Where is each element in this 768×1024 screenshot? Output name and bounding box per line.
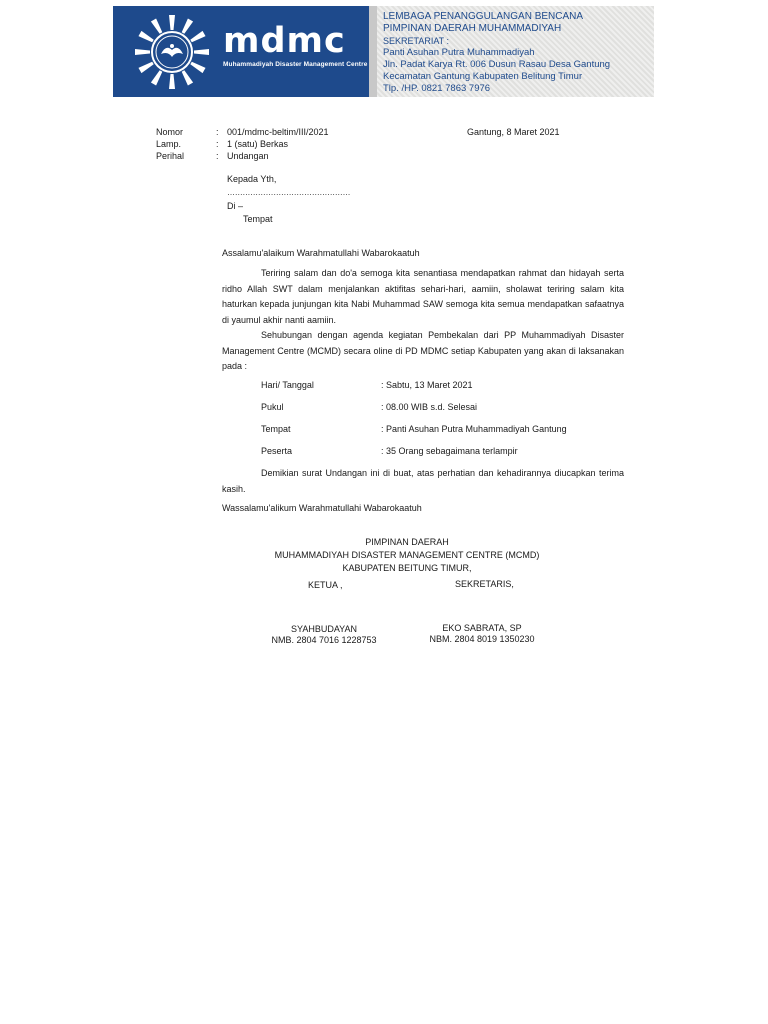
secretariat-info: [377, 6, 654, 97]
recipient-place: Tempat: [243, 214, 273, 224]
lamp-colon: :: [216, 139, 219, 149]
recipient-blank: …………………………………………: [227, 188, 351, 197]
signature-org-2: MUHAMMADIYAH DISASTER MANAGEMENT CENTRE (MCMD): [274, 550, 540, 560]
recipient-to: Kepada Yth,: [227, 174, 277, 184]
recipient-di: Di –: [227, 201, 244, 211]
detail-label-participants: Peserta: [261, 446, 293, 456]
sekretaris-id: NBM. 2804 8019 1350230: [429, 634, 535, 644]
paragraph-2: Sehubungan dengan agenda kegiatan Pembekalan dari PP Muhammadiyah Disaster Management Centre (MCMD) secara oline di PD MDMC setiap Kabupaten yang akan di laksanakan pada :: [222, 330, 624, 371]
ketua-id: NMB. 2804 7016 1228753: [271, 635, 377, 645]
address-line-1: Panti Asuhan Putra Muhammadiyah: [383, 47, 535, 58]
paragraph-1: Teriring salam dan do'a semoga kita senantiasa mendapatkan rahmat dan hidayah serta ridho Allah SWT dalam menjalankan aktifitas sehari-hari, aamiin, sholawat teriring salam kita haturkan kepada junjungan kita Nabi Muhammad SAW semoga kita semua mendapatkan safaatnya di yaumul akhir nanti aamiin.: [222, 268, 624, 325]
header-divider: [369, 6, 377, 97]
secretariat-label: SEKRETARIAT :: [383, 36, 450, 46]
paragraph-3: Demikian surat Undangan ini di buat, atas perhatian dan kehadirannya diucapkan terima kasih.: [222, 468, 624, 494]
place-date: Gantung, 8 Maret 2021: [467, 127, 560, 137]
ketua-name: SYAHBUDAYAN: [290, 624, 357, 634]
address-line-3: Kecamatan Gantung Kabupaten Belitung Timur: [383, 71, 583, 82]
lamp-value: 1 (satu) Berkas: [227, 139, 289, 149]
detail-value-time: : 08.00 WIB s.d. Selesai: [381, 402, 478, 412]
detail-value-participants: : 35 Orang sebagaimana terlampir: [381, 446, 518, 456]
sekretaris-title: SEKRETARIS,: [455, 579, 514, 589]
closing: Wassalamu'alikum Warahmatullahi Wabarokaatuh: [222, 503, 422, 513]
perihal-value: Undangan: [227, 151, 269, 161]
nomor-value: 001/mdmc-beltim/III/2021: [227, 127, 329, 137]
org-line-2: PIMPINAN DAERAH MUHAMMADIYAH: [383, 23, 562, 34]
detail-value-date: : Sabtu, 13 Maret 2021: [381, 380, 473, 390]
lamp-label: Lamp.: [156, 139, 182, 149]
signature-org-1: PIMPINAN DAERAH: [365, 537, 449, 547]
detail-label-venue: Tempat: [261, 424, 291, 434]
phone-line: Tlp. /HP. 0821 7863 7976: [383, 83, 491, 94]
logo-panel: [113, 6, 369, 97]
nomor-label: Nomor: [156, 127, 184, 137]
org-line-1: LEMBAGA PENANGGULANGAN BENCANA: [383, 11, 584, 22]
brand-wordmark: mdmc: [223, 21, 346, 61]
signature-org-3: KABUPATEN BEITUNG TIMUR,: [342, 563, 472, 573]
nomor-colon: :: [216, 127, 219, 137]
detail-label-date: Hari/ Tanggal: [261, 380, 314, 390]
perihal-label: Perihal: [156, 151, 185, 161]
detail-value-venue: : Panti Asuhan Putra Muhammadiyah Gantung: [381, 424, 567, 434]
sekretaris-name: EKO SABRATA, SP: [442, 623, 522, 633]
ketua-title: KETUA ,: [308, 580, 343, 590]
address-line-2: Jln. Padat Karya Rt. 006 Dusun Rasau Desa Gantung: [383, 59, 611, 70]
greeting: Assalamu'alaikum Warahmatullahi Wabarokaatuh: [222, 248, 420, 258]
brand-subtitle: Muhammadiyah Disaster Management Centre: [223, 61, 368, 68]
detail-label-time: Pukul: [261, 402, 284, 412]
letterhead: [113, 6, 654, 97]
muhammadiyah-sun-emblem-icon: [135, 13, 209, 91]
perihal-colon: :: [216, 151, 219, 161]
